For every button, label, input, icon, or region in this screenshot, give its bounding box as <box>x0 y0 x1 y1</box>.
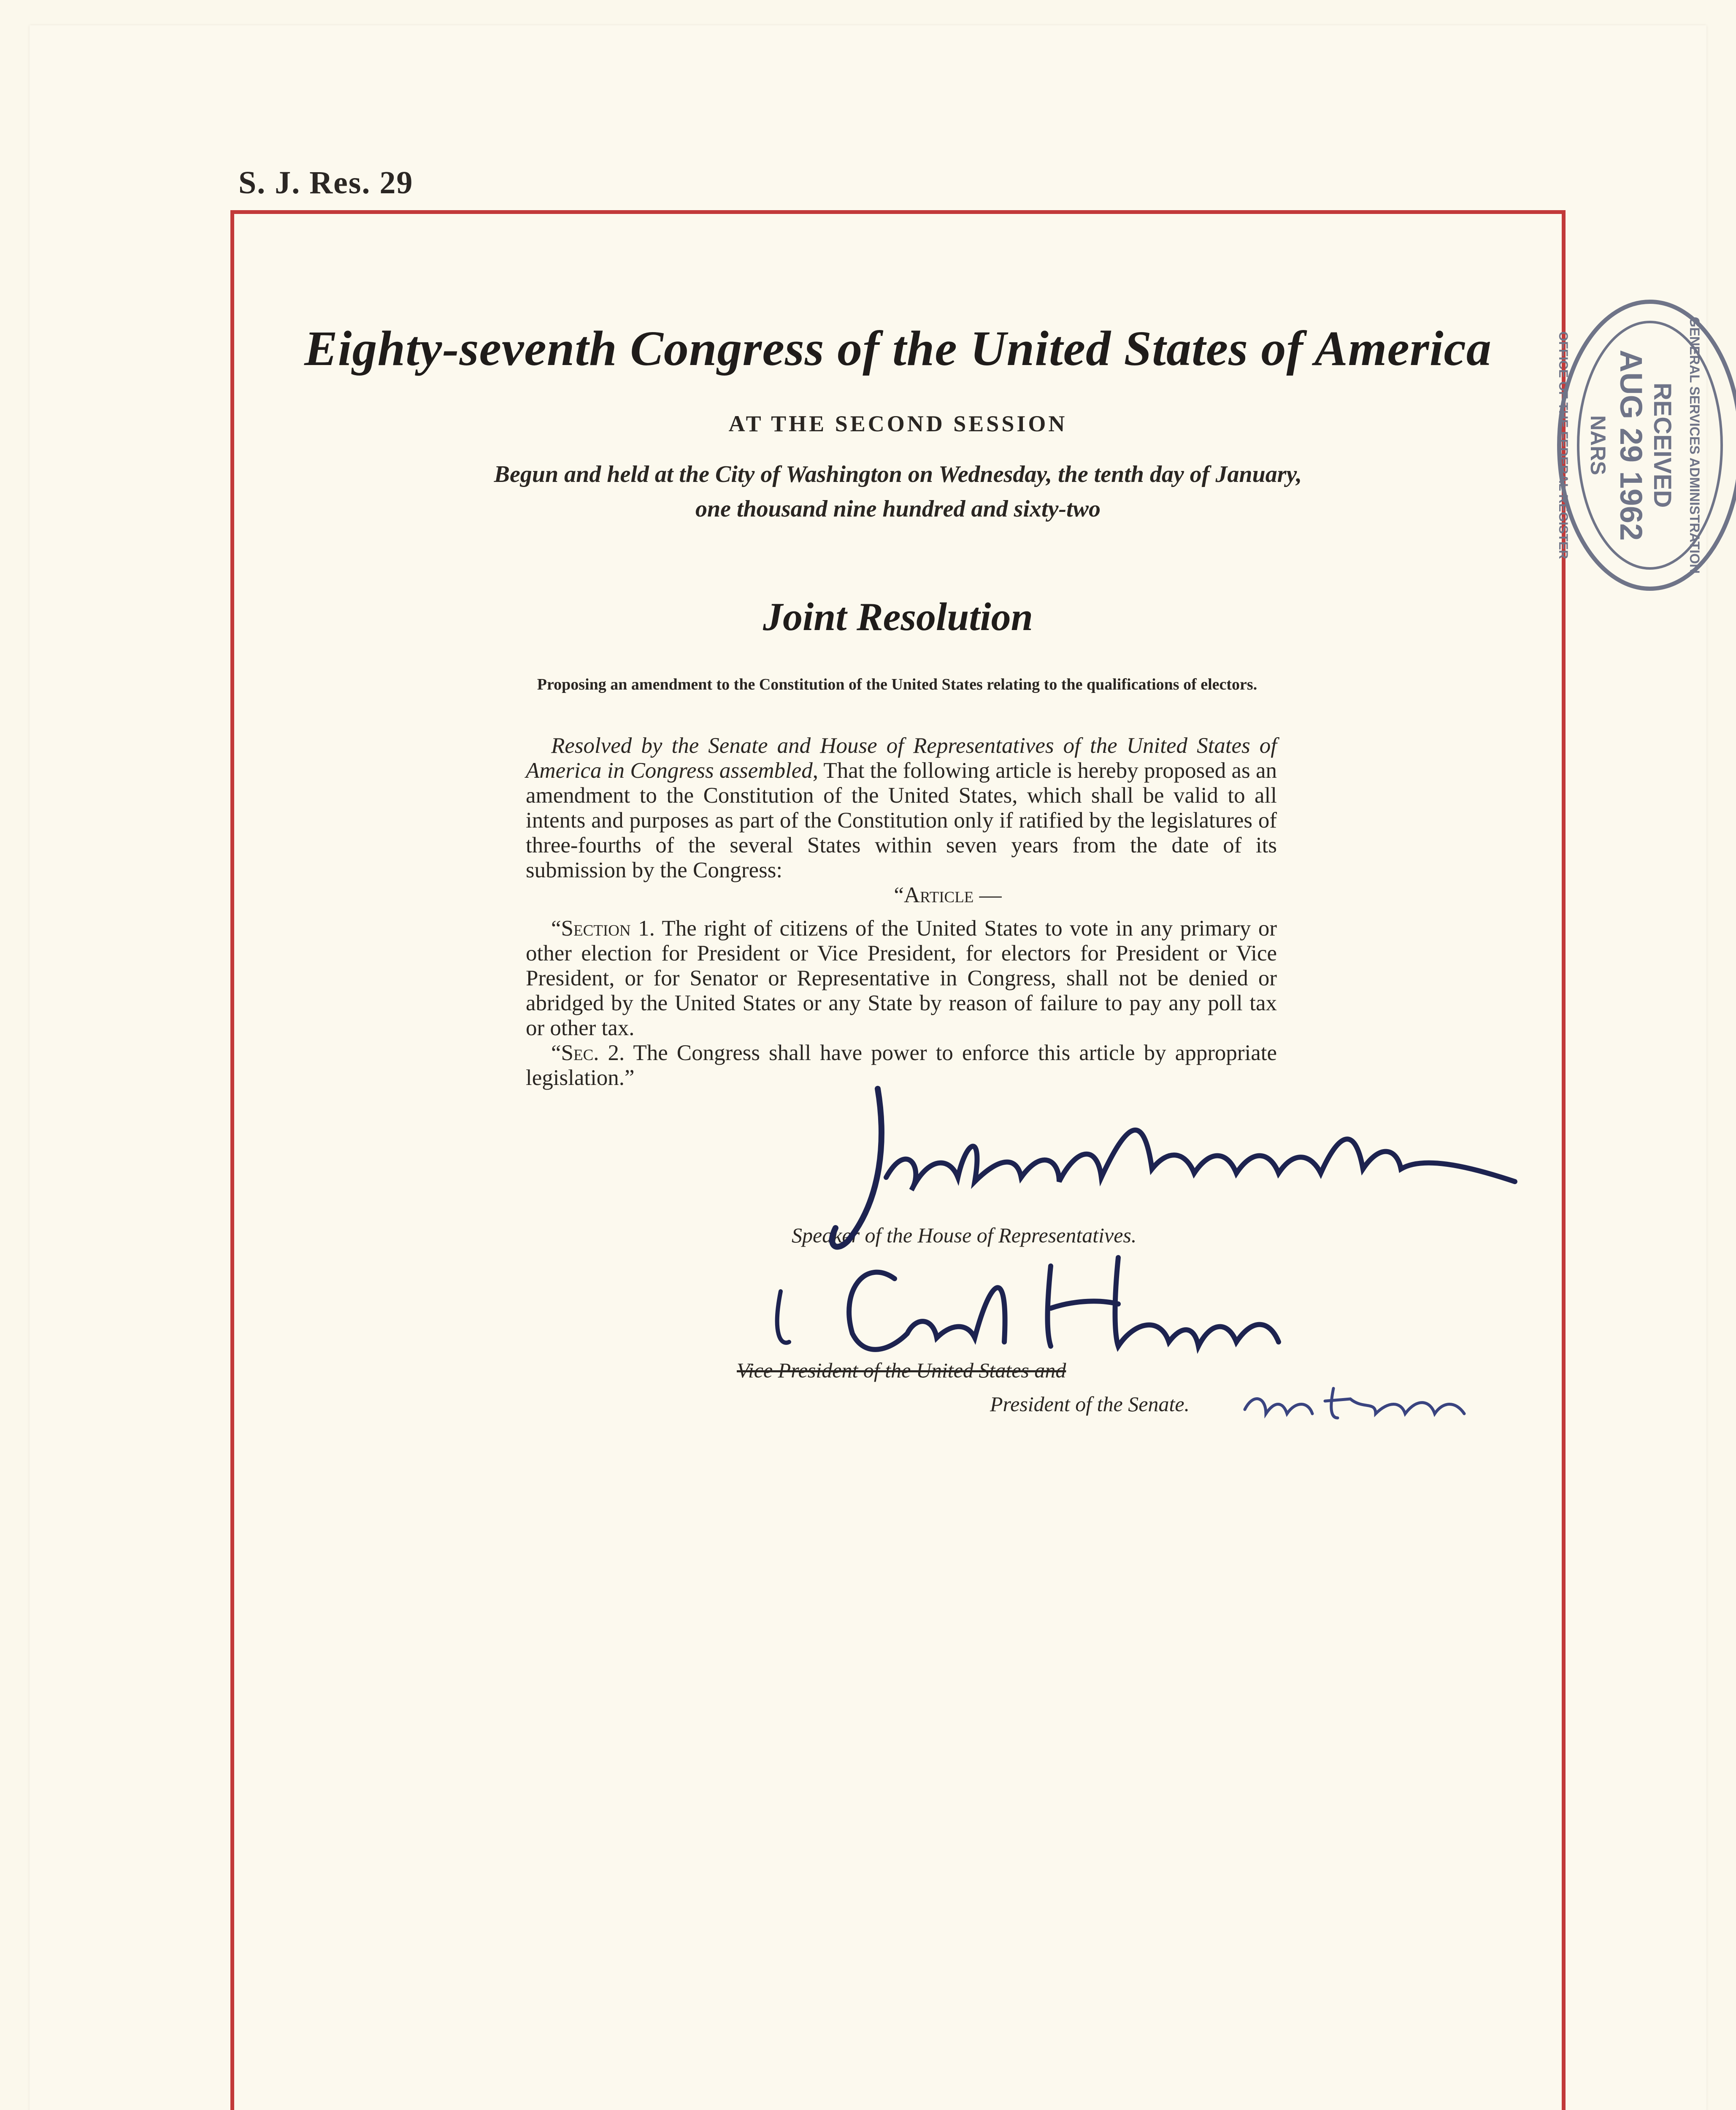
begun-statement <box>230 457 1566 526</box>
stamp-agency: NARS <box>1586 415 1610 475</box>
stamp-outer-bottom: OFFICE OF THE FEDERAL REGISTER <box>1556 331 1570 559</box>
section-1-text: 1. The right of citizens of the United States to vote in any primary or other election for President or Vice President, for electors for President or Vice President, or for Senator or Representative in Congress, shall not be denied or abridged by the United States or any State by reason of failure to pay any poll tax or other tax. <box>526 916 1277 1040</box>
proposing-clause: Proposing an amendment to the Constitution of the United States relating to the qualifications of electors. <box>537 676 1257 693</box>
resolution-body <box>526 733 1277 1090</box>
speaker-title: Speaker of the House of Representatives. <box>792 1223 1137 1247</box>
section-1-label: “Section <box>551 916 631 941</box>
article-heading: “Article — <box>894 883 1002 907</box>
session-heading: AT THE SECOND SESSION <box>728 411 1068 436</box>
resolved-rest: , That the following article is hereby proposed as an amendment to the Constitution of the United States, which shall be valid to all intents and purposes as part of the Constitution only if ratified by the legislatures of three-fourths of the several States within seven years from the date of its submission by the Congress: <box>526 758 1277 882</box>
received-stamp <box>1544 285 1736 606</box>
president-senate-title: President of the Senate. <box>990 1392 1190 1416</box>
speaker-signature <box>823 1072 1582 1266</box>
section-1 <box>526 916 1277 1041</box>
stamp-outer-top: GENERAL SERVICES ADMINISTRATION <box>1687 316 1702 574</box>
document-number: S. J. Res. 29 <box>238 165 414 200</box>
document-sheet <box>30 25 1706 2110</box>
pro-tempore-note <box>1241 1376 1477 1435</box>
stamp-date: AUG 29 1962 <box>1614 349 1649 541</box>
section-2-text: 2. The Congress shall have power to enforce this article by appropriate legislation.” <box>526 1041 1277 1090</box>
stamp-received: RECEIVED <box>1649 382 1676 508</box>
resolution-title: Joint Resolution <box>763 595 1033 639</box>
resolved-italic: Resolved by the Senate and House of Representatives of the United States of America in Congress assembled <box>526 733 1277 783</box>
section-2-label: “Sec. <box>551 1041 599 1065</box>
vice-president-title: Vice President of the United States and <box>737 1358 1066 1382</box>
stamp-graphic <box>1544 285 1736 606</box>
begun-line-1: Begun and held at the City of Washington on Wednesday, the tenth day of January, <box>494 461 1302 487</box>
resolved-paragraph <box>526 733 1277 883</box>
congress-title: Eighty-seventh Congress of the United States of America <box>304 321 1492 376</box>
begun-line-2: one thousand nine hundred and sixty-two <box>695 496 1101 522</box>
